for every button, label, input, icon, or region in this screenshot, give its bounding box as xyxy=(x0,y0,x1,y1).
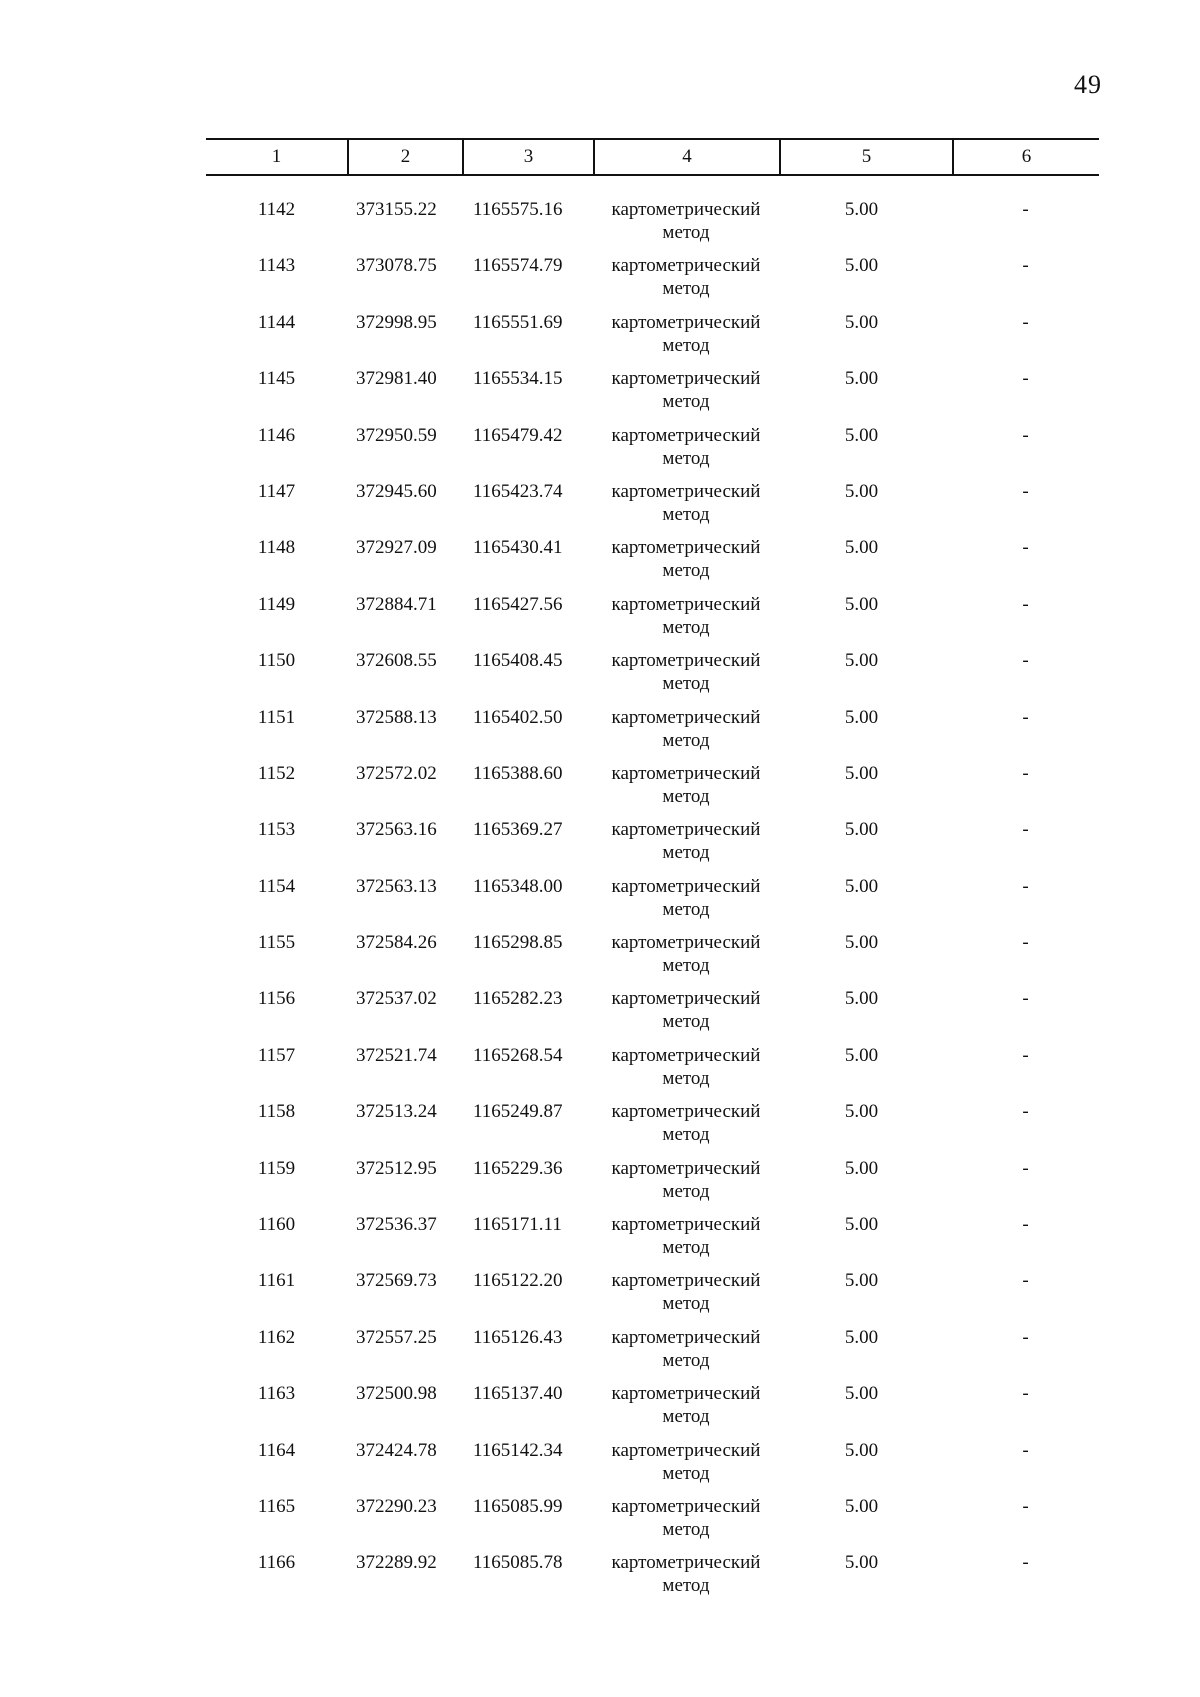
method-cell xyxy=(593,1439,779,1495)
method-cell xyxy=(593,1551,779,1607)
method-cell xyxy=(593,424,779,480)
point-number-cell: 1146 xyxy=(257,424,296,446)
note-cell: - xyxy=(1022,424,1029,446)
point-number-cell: 1154 xyxy=(257,875,296,897)
table-row xyxy=(206,875,1099,931)
method-line: метод xyxy=(662,898,710,920)
point-number-cell: 1151 xyxy=(257,706,296,728)
y-coordinate-cell: 1165085.78 xyxy=(473,1552,563,1574)
point-number-cell: 1157 xyxy=(257,1044,296,1066)
note-cell: - xyxy=(1022,480,1029,502)
point-number-cell: 1161 xyxy=(257,1270,296,1292)
note-cell: - xyxy=(1022,762,1029,784)
method-line: метод xyxy=(662,560,710,582)
method-line: картометрический xyxy=(611,932,761,954)
point-number-cell: 1150 xyxy=(257,650,296,672)
accuracy-cell: 5.00 xyxy=(844,1157,879,1179)
note-cell: - xyxy=(1022,988,1029,1010)
method-line: метод xyxy=(662,1124,710,1146)
table-row xyxy=(206,1157,1099,1213)
note-cell: - xyxy=(1022,368,1029,390)
x-coordinate-cell: 372536.37 xyxy=(356,1214,437,1236)
method-cell xyxy=(593,1100,779,1156)
method-line: метод xyxy=(662,334,710,356)
note-cell: - xyxy=(1022,932,1029,954)
table-body xyxy=(206,198,1099,1608)
y-coordinate-cell: 1165126.43 xyxy=(473,1326,563,1348)
note-cell: - xyxy=(1022,1214,1029,1236)
table-row xyxy=(206,593,1099,649)
y-coordinate-cell: 1165423.74 xyxy=(473,480,563,502)
y-coordinate-cell: 1165430.41 xyxy=(473,537,563,559)
accuracy-cell: 5.00 xyxy=(844,1326,879,1348)
point-number-cell: 1165 xyxy=(257,1495,296,1517)
y-coordinate-cell: 1165171.11 xyxy=(473,1214,562,1236)
note-cell: - xyxy=(1022,255,1029,277)
accuracy-cell: 5.00 xyxy=(844,1044,879,1066)
method-line: метод xyxy=(662,278,710,300)
method-line: метод xyxy=(662,222,710,243)
method-cell xyxy=(593,1382,779,1438)
point-number-cell: 1143 xyxy=(257,255,296,277)
point-number-cell: 1166 xyxy=(257,1552,296,1574)
note-cell: - xyxy=(1022,1439,1029,1461)
point-number-cell: 1159 xyxy=(257,1157,296,1179)
method-line: картометрический xyxy=(611,1044,761,1066)
method-cell xyxy=(593,254,779,310)
accuracy-cell: 5.00 xyxy=(844,819,879,841)
method-line: картометрический xyxy=(611,1439,761,1461)
note-cell: - xyxy=(1022,706,1029,728)
note-cell: - xyxy=(1022,537,1029,559)
method-line: картометрический xyxy=(611,1214,761,1236)
table-row xyxy=(206,198,1099,254)
method-line: метод xyxy=(662,955,710,977)
table-row xyxy=(206,762,1099,818)
note-cell: - xyxy=(1022,1552,1029,1574)
y-coordinate-cell: 1165348.00 xyxy=(473,875,563,897)
y-coordinate-cell: 1165388.60 xyxy=(473,762,563,784)
method-line: метод xyxy=(662,503,710,525)
column-header-5: 5 xyxy=(779,140,952,174)
accuracy-cell: 5.00 xyxy=(844,593,879,615)
accuracy-cell: 5.00 xyxy=(844,1214,879,1236)
method-cell xyxy=(593,875,779,931)
y-coordinate-cell: 1165408.45 xyxy=(473,650,563,672)
table-row xyxy=(206,1439,1099,1495)
note-cell: - xyxy=(1022,1495,1029,1517)
y-coordinate-cell: 1165534.15 xyxy=(473,368,563,390)
accuracy-cell: 5.00 xyxy=(844,988,879,1010)
accuracy-cell: 5.00 xyxy=(844,1270,879,1292)
method-line: метод xyxy=(662,1180,710,1202)
table-row xyxy=(206,1100,1099,1156)
method-cell xyxy=(593,198,779,254)
table-row xyxy=(206,536,1099,592)
method-line: картометрический xyxy=(611,1552,761,1574)
method-cell xyxy=(593,762,779,818)
note-cell: - xyxy=(1022,1101,1029,1123)
note-cell: - xyxy=(1022,819,1029,841)
y-coordinate-cell: 1165268.54 xyxy=(473,1044,563,1066)
method-cell xyxy=(593,1269,779,1325)
x-coordinate-cell: 372584.26 xyxy=(356,932,437,954)
y-coordinate-cell: 1165085.99 xyxy=(473,1495,563,1517)
y-coordinate-cell: 1165427.56 xyxy=(473,593,563,615)
method-line: метод xyxy=(662,391,710,413)
y-coordinate-cell: 1165122.20 xyxy=(473,1270,563,1292)
table-row xyxy=(206,1551,1099,1607)
x-coordinate-cell: 372927.09 xyxy=(356,537,437,559)
method-line: метод xyxy=(662,1011,710,1033)
coordinates-table xyxy=(206,138,1099,1608)
method-line: метод xyxy=(662,1067,710,1089)
method-line: картометрический xyxy=(611,762,761,784)
table-row xyxy=(206,1382,1099,1438)
accuracy-cell: 5.00 xyxy=(844,1439,879,1461)
method-cell xyxy=(593,1044,779,1100)
note-cell: - xyxy=(1022,1270,1029,1292)
method-line: метод xyxy=(662,673,710,695)
point-number-cell: 1152 xyxy=(257,762,296,784)
note-cell: - xyxy=(1022,593,1029,615)
method-line: картометрический xyxy=(611,1326,761,1348)
point-number-cell: 1156 xyxy=(257,988,296,1010)
point-number-cell: 1160 xyxy=(257,1214,296,1236)
method-line: метод xyxy=(662,1462,710,1484)
x-coordinate-cell: 372557.25 xyxy=(356,1326,437,1348)
table-header-row xyxy=(206,138,1099,176)
x-coordinate-cell: 372950.59 xyxy=(356,424,437,446)
column-header-3: 3 xyxy=(462,140,593,174)
method-line: картометрический xyxy=(611,199,761,220)
point-number-cell: 1145 xyxy=(257,368,296,390)
note-cell: - xyxy=(1022,199,1029,220)
note-cell: - xyxy=(1022,1383,1029,1405)
method-cell xyxy=(593,1326,779,1382)
method-line: метод xyxy=(662,729,710,751)
accuracy-cell: 5.00 xyxy=(844,480,879,502)
method-line: картометрический xyxy=(611,255,761,277)
x-coordinate-cell: 372563.13 xyxy=(356,875,437,897)
point-number-cell: 1142 xyxy=(257,199,296,220)
method-cell xyxy=(593,706,779,762)
y-coordinate-cell: 1165249.87 xyxy=(473,1101,563,1123)
column-header-6: 6 xyxy=(952,140,1099,174)
table-row xyxy=(206,367,1099,423)
accuracy-cell: 5.00 xyxy=(844,706,879,728)
method-line: картометрический xyxy=(611,650,761,672)
y-coordinate-cell: 1165575.16 xyxy=(473,199,563,220)
point-number-cell: 1148 xyxy=(257,537,296,559)
note-cell: - xyxy=(1022,1157,1029,1179)
method-line: метод xyxy=(662,842,710,864)
method-cell xyxy=(593,987,779,1043)
method-line: картометрический xyxy=(611,480,761,502)
method-line: картометрический xyxy=(611,368,761,390)
method-line: картометрический xyxy=(611,593,761,615)
method-line: метод xyxy=(662,1575,710,1597)
note-cell: - xyxy=(1022,311,1029,333)
x-coordinate-cell: 372290.23 xyxy=(356,1495,437,1517)
table-row xyxy=(206,931,1099,987)
method-cell xyxy=(593,536,779,592)
y-coordinate-cell: 1165137.40 xyxy=(473,1383,563,1405)
y-coordinate-cell: 1165402.50 xyxy=(473,706,563,728)
point-number-cell: 1144 xyxy=(257,311,296,333)
method-cell xyxy=(593,480,779,536)
note-cell: - xyxy=(1022,1326,1029,1348)
table-row xyxy=(206,480,1099,536)
x-coordinate-cell: 372884.71 xyxy=(356,593,437,615)
table-row xyxy=(206,424,1099,480)
method-line: метод xyxy=(662,785,710,807)
accuracy-cell: 5.00 xyxy=(844,368,879,390)
method-line: картометрический xyxy=(611,1157,761,1179)
x-coordinate-cell: 372500.98 xyxy=(356,1383,437,1405)
method-cell xyxy=(593,367,779,423)
table-row xyxy=(206,706,1099,762)
point-number-cell: 1158 xyxy=(257,1101,296,1123)
accuracy-cell: 5.00 xyxy=(844,762,879,784)
x-coordinate-cell: 373155.22 xyxy=(356,199,437,220)
accuracy-cell: 5.00 xyxy=(844,650,879,672)
note-cell: - xyxy=(1022,650,1029,672)
x-coordinate-cell: 372588.13 xyxy=(356,706,437,728)
x-coordinate-cell: 372289.92 xyxy=(356,1552,437,1574)
point-number-cell: 1162 xyxy=(257,1326,296,1348)
column-header-2: 2 xyxy=(347,140,462,174)
accuracy-cell: 5.00 xyxy=(844,875,879,897)
method-line: картометрический xyxy=(611,819,761,841)
column-header-1: 1 xyxy=(271,146,282,167)
accuracy-cell: 5.00 xyxy=(844,199,879,220)
method-line: картометрический xyxy=(611,424,761,446)
point-number-cell: 1149 xyxy=(257,593,296,615)
table-row xyxy=(206,649,1099,705)
x-coordinate-cell: 372572.02 xyxy=(356,762,437,784)
y-coordinate-cell: 1165282.23 xyxy=(473,988,563,1010)
note-cell: - xyxy=(1022,1044,1029,1066)
method-line: метод xyxy=(662,1293,710,1315)
accuracy-cell: 5.00 xyxy=(844,1552,879,1574)
table-row xyxy=(206,1269,1099,1325)
method-cell xyxy=(593,1213,779,1269)
accuracy-cell: 5.00 xyxy=(844,932,879,954)
y-coordinate-cell: 1165369.27 xyxy=(473,819,563,841)
method-cell xyxy=(593,593,779,649)
x-coordinate-cell: 373078.75 xyxy=(356,255,437,277)
method-line: картометрический xyxy=(611,1495,761,1517)
x-coordinate-cell: 372424.78 xyxy=(356,1439,437,1461)
method-line: метод xyxy=(662,616,710,638)
x-coordinate-cell: 372981.40 xyxy=(356,368,437,390)
accuracy-cell: 5.00 xyxy=(844,255,879,277)
method-line: картометрический xyxy=(611,988,761,1010)
table-row xyxy=(206,1213,1099,1269)
page-number: 49 xyxy=(1074,70,1102,99)
x-coordinate-cell: 372537.02 xyxy=(356,988,437,1010)
x-coordinate-cell: 372513.24 xyxy=(356,1101,437,1123)
point-number-cell: 1155 xyxy=(257,932,296,954)
x-coordinate-cell: 372512.95 xyxy=(356,1157,437,1179)
y-coordinate-cell: 1165142.34 xyxy=(473,1439,563,1461)
accuracy-cell: 5.00 xyxy=(844,537,879,559)
method-cell xyxy=(593,1495,779,1551)
method-line: метод xyxy=(662,1349,710,1371)
accuracy-cell: 5.00 xyxy=(844,311,879,333)
y-coordinate-cell: 1165479.42 xyxy=(473,424,563,446)
y-coordinate-cell: 1165298.85 xyxy=(473,932,563,954)
note-cell: - xyxy=(1022,875,1029,897)
method-line: картометрический xyxy=(611,1101,761,1123)
y-coordinate-cell: 1165229.36 xyxy=(473,1157,563,1179)
table-row xyxy=(206,1326,1099,1382)
accuracy-cell: 5.00 xyxy=(844,1383,879,1405)
method-cell xyxy=(593,1157,779,1213)
method-line: метод xyxy=(662,1518,710,1540)
method-cell xyxy=(593,649,779,705)
method-line: метод xyxy=(662,447,710,469)
method-line: картометрический xyxy=(611,706,761,728)
x-coordinate-cell: 372563.16 xyxy=(356,819,437,841)
method-line: картометрический xyxy=(611,311,761,333)
point-number-cell: 1164 xyxy=(257,1439,296,1461)
method-line: картометрический xyxy=(611,1270,761,1292)
method-line: картометрический xyxy=(611,1383,761,1405)
y-coordinate-cell: 1165574.79 xyxy=(473,255,563,277)
x-coordinate-cell: 372608.55 xyxy=(356,650,437,672)
point-number-cell: 1163 xyxy=(257,1383,296,1405)
table-row xyxy=(206,1044,1099,1100)
method-line: картометрический xyxy=(611,537,761,559)
table-row xyxy=(206,311,1099,367)
table-row xyxy=(206,1495,1099,1551)
accuracy-cell: 5.00 xyxy=(844,1495,879,1517)
method-cell xyxy=(593,818,779,874)
y-coordinate-cell: 1165551.69 xyxy=(473,311,563,333)
method-cell xyxy=(593,931,779,987)
accuracy-cell: 5.00 xyxy=(844,424,879,446)
table-row xyxy=(206,254,1099,310)
x-coordinate-cell: 372945.60 xyxy=(356,480,437,502)
x-coordinate-cell: 372998.95 xyxy=(356,311,437,333)
accuracy-cell: 5.00 xyxy=(844,1101,879,1123)
method-line: метод xyxy=(662,1406,710,1428)
column-header-4: 4 xyxy=(593,140,779,174)
point-number-cell: 1147 xyxy=(257,480,296,502)
table-row xyxy=(206,818,1099,874)
method-line: картометрический xyxy=(611,875,761,897)
x-coordinate-cell: 372521.74 xyxy=(356,1044,437,1066)
x-coordinate-cell: 372569.73 xyxy=(356,1270,437,1292)
point-number-cell: 1153 xyxy=(257,819,296,841)
method-line: метод xyxy=(662,1237,710,1259)
method-cell xyxy=(593,311,779,367)
table-row xyxy=(206,987,1099,1043)
